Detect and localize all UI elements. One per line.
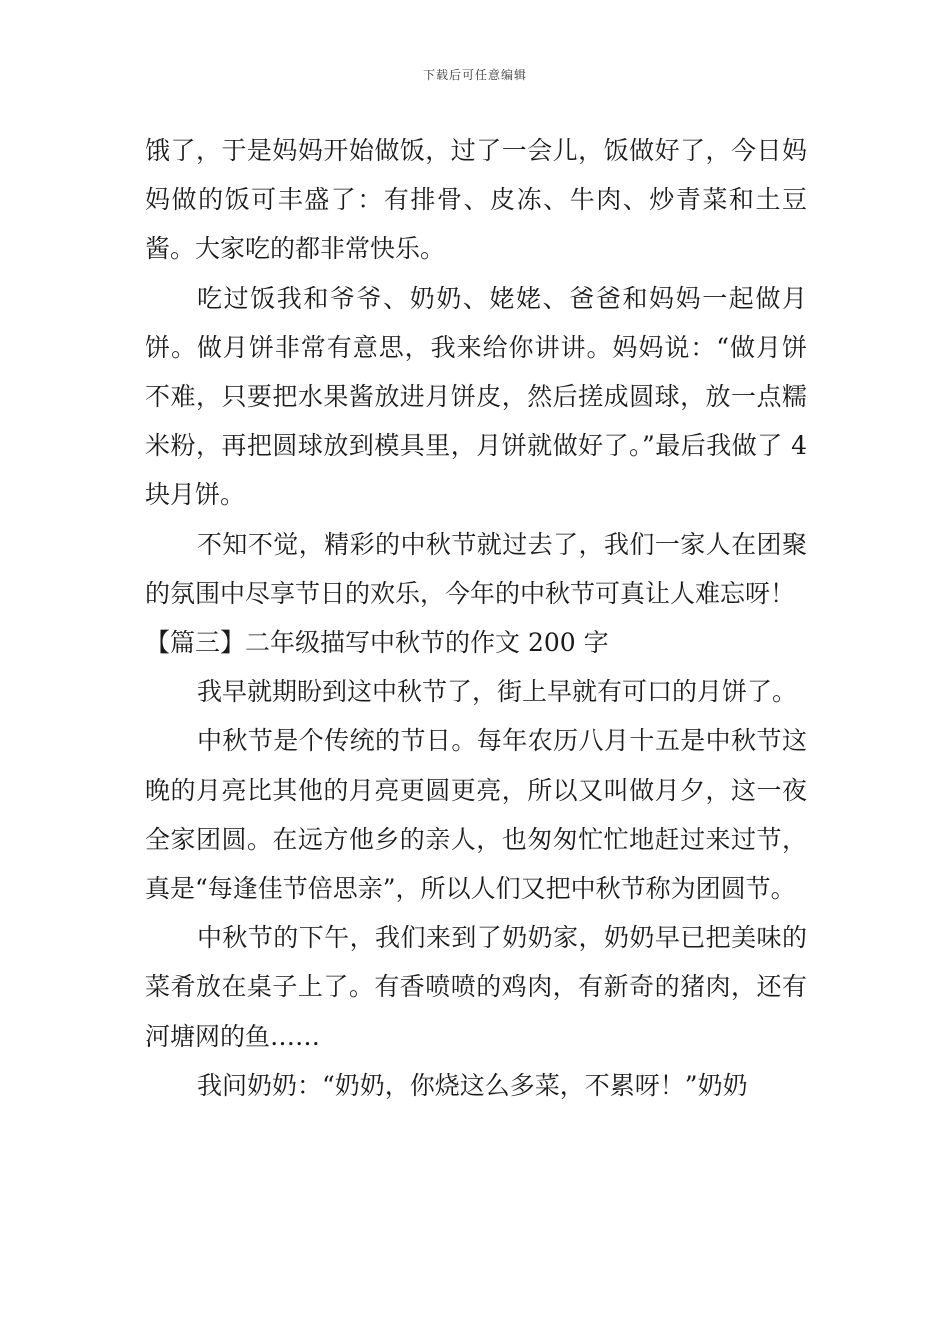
document-body (145, 126, 807, 1110)
paragraph: 饿了，于是妈妈开始做饭，过了一会儿，饭做好了，今日妈妈做的饭可丰盛了：有排骨、皮冻、牛肉、炒青菜和土豆酱。大家吃的都非常快乐。 (145, 136, 807, 264)
page-header: 下载后可任意编辑 (422, 68, 527, 82)
paragraph: 中秋节是个传统的节日。每年农历八月十五是中秋节这晚的月亮比其他的月亮更圆更亮，所以又叫做月夕，这一夜全家团圆。在远方他乡的亲人，也匆匆忙忙地赶过来过节，真是“每逢佳节倍思亲”，所以人们又把中秋节称为团圆节。 (145, 726, 807, 904)
paragraph: 吃过饭我和爷爷、奶奶、姥姥、爸爸和妈妈一起做月饼。做月饼非常有意思，我来给你讲讲。妈妈说：“做月饼不难，只要把水果酱放进月饼皮，然后搓成圆球，放一点糯米粉，再把圆球放到模具里，月饼就做好了。”最后我做了 4 块月饼。 (145, 283, 807, 510)
paragraph: 我早就期盼到这中秋节了，街上早就有可口的月饼了。 (197, 677, 798, 707)
paragraph: 中秋节的下午，我们来到了奶奶家，奶奶早已把美味的菜肴放在桌子上了。有香喷喷的鸡肉，有新奇的猪肉，还有河塘网的鱼…… (145, 923, 807, 1051)
section-heading: 【篇三】二年级描写中秋节的作文 200 字 (145, 628, 609, 658)
paragraph: 不知不觉，精彩的中秋节就过去了，我们一家人在团聚的氛围中尽享节日的欢乐，今年的中秋节可真让人难忘呀！ (145, 529, 807, 608)
paragraph: 我问奶奶：“奶奶，你烧这么多菜，不累呀！”奶奶 (197, 1070, 748, 1100)
